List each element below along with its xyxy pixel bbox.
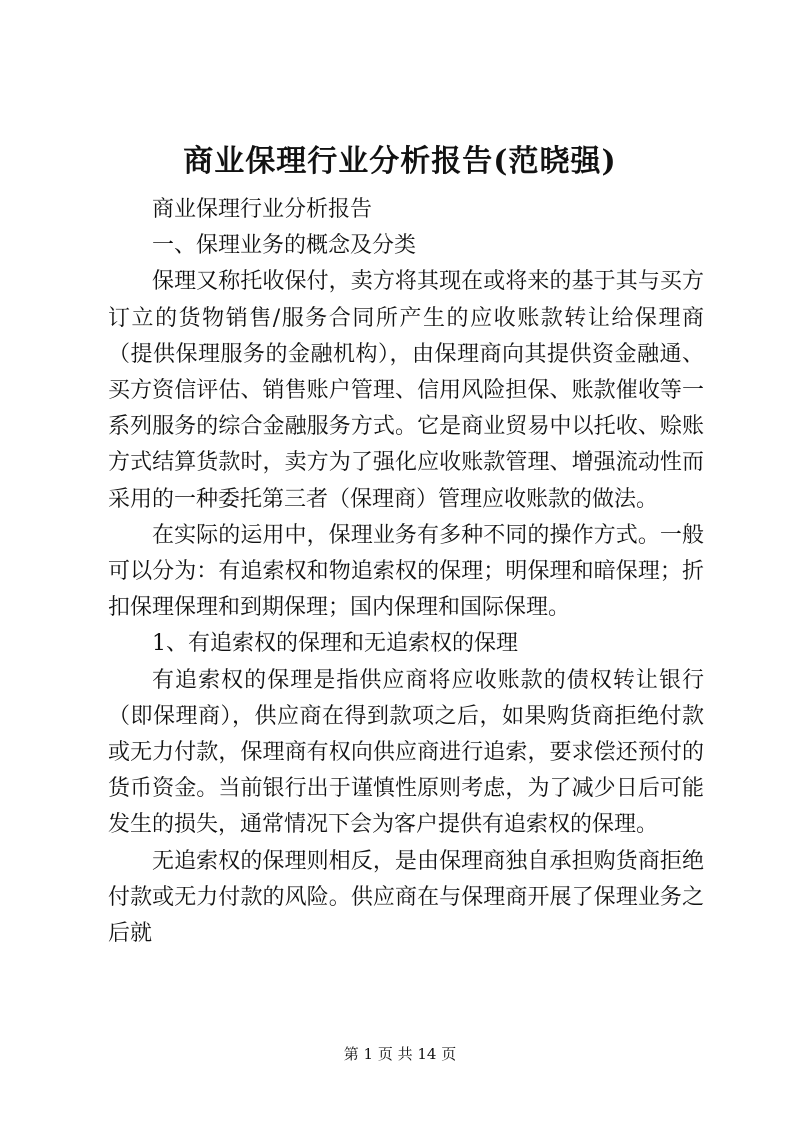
section-heading: 一、保理业务的概念及分类 xyxy=(152,233,417,259)
body-paragraph: 有追索权的保理是指供应商将应收账款的债权转让银行（即保理商），供应商在得到款项之后，如果购货商拒绝付款或无力付款，保理商有权向供应商进行追索，要求偿还预付的货币资金。当前银行出于谨慎性原则考虑，为了减少日后可能发生的损失，通常情况下会为客户提供有追索权的保理。 xyxy=(108,667,704,838)
body-paragraph: 保理又称托收保付，卖方将其现在或将来的基于其与买方订立的货物销售/服务合同所产生的应收账款转让给保理商（提供保理服务的金融机构），由保理商向其提供资金融通、买方资信评估、销售账户管理、信用风险担保、账款催收等一系列服务的综合金融服务方式。它是商业贸易中以托收、赊账方式结算货款时，卖方为了强化应收账款管理、增强流动性而采用的一种委托第三者（保理商）管理应收账款的做法。 xyxy=(108,269,704,512)
body-paragraph: 无追索权的保理则相反，是由保理商独自承担购货商拒绝付款或无力付款的风险。供应商在与保理商开展了保理业务之后就 xyxy=(108,848,704,947)
subtitle-paragraph: 商业保理行业分析报告 xyxy=(152,197,373,222)
document-body xyxy=(108,192,704,952)
subsection-heading: 1、有追索权的保理和无追索权的保理 xyxy=(152,631,518,657)
page-footer: 第 1 页 共 14 页 xyxy=(343,1045,457,1063)
body-paragraph: 在实际的运用中，保理业务有多种不同的操作方式。一般可以分为：有追索权和物追索权的保理；明保理和暗保理；折扣保理保理和到期保理；国内保理和国际保理。 xyxy=(108,522,704,621)
page-title: 商业保理行业分析报告(范晓强) xyxy=(183,144,617,179)
